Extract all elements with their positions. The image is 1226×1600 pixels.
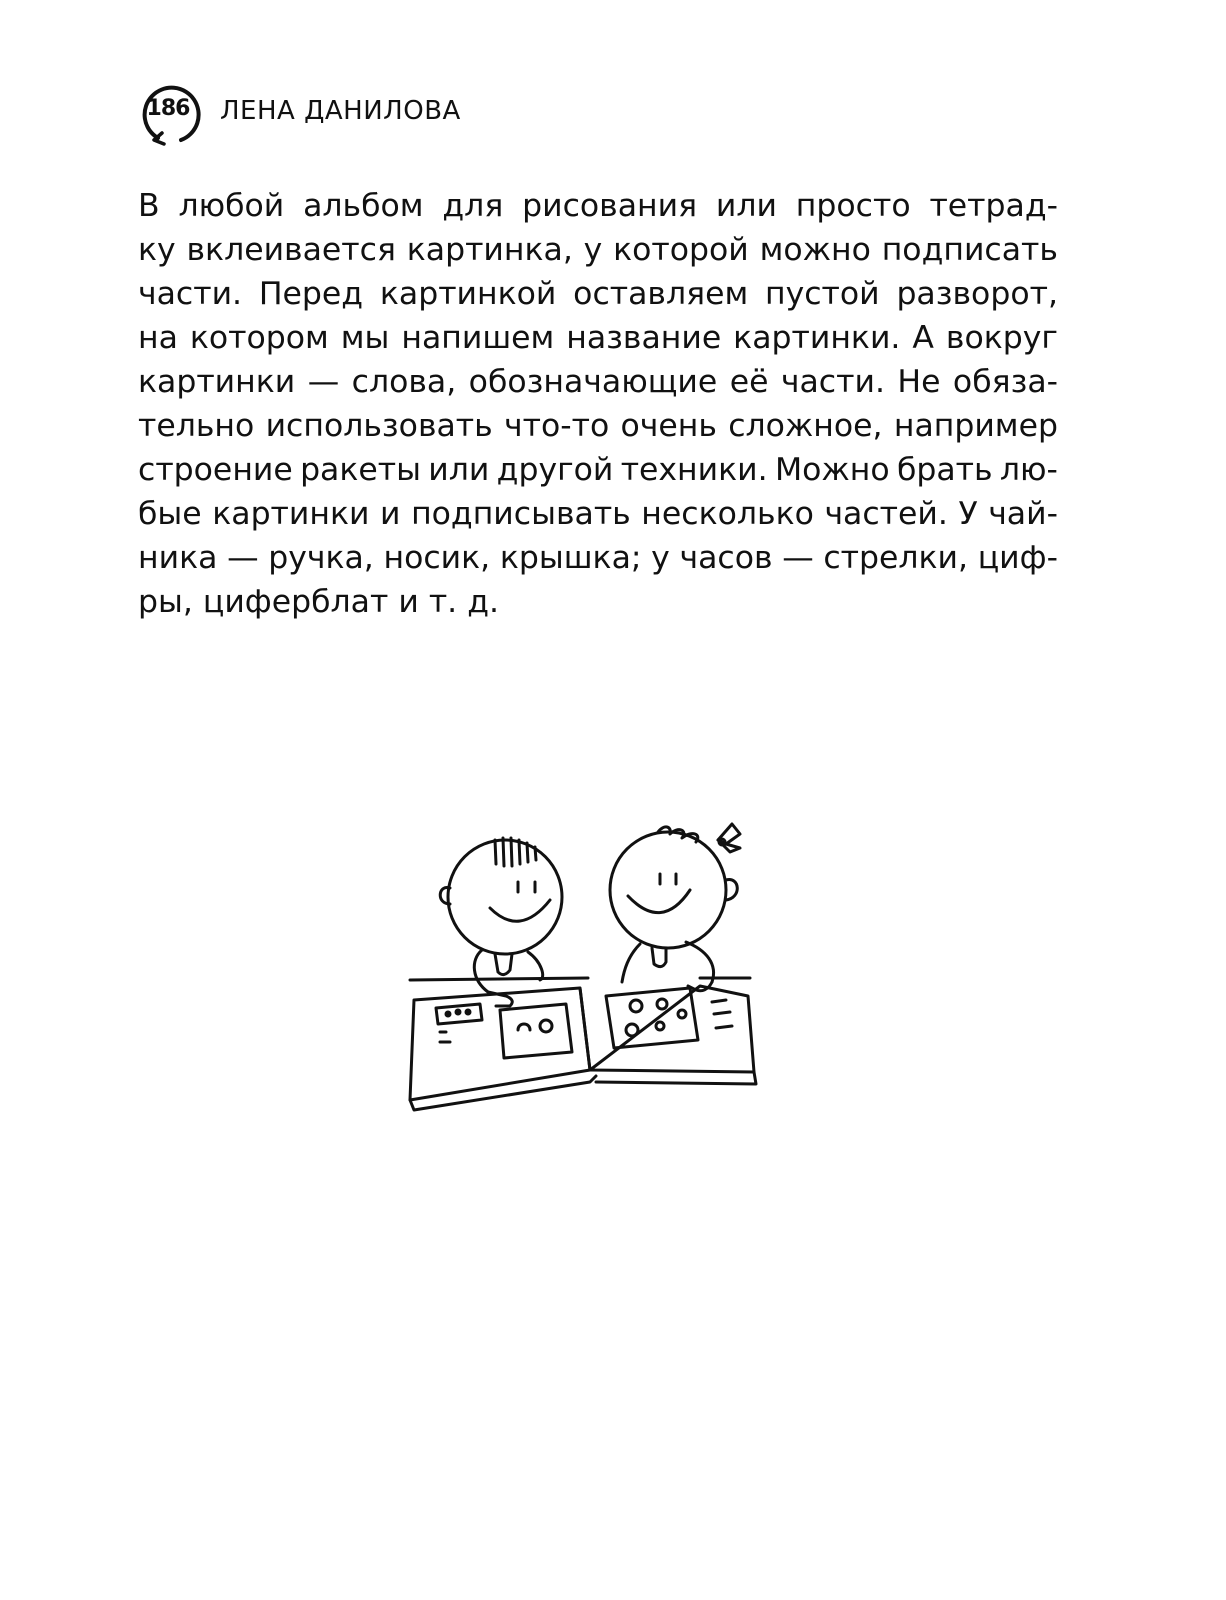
page-number-badge <box>136 84 206 150</box>
running-head-author: ЛЕНА ДАНИЛОВА <box>220 96 461 126</box>
body-paragraph <box>138 184 1058 624</box>
body-line: картинки — слова, обозначающие её части. Не обяза- <box>138 364 1058 400</box>
body-line: ника — ручка, носик, крышка; у часов — стрелки, циф- <box>138 540 1058 576</box>
body-line: бые картинки и подписывать несколько частей. У чай- <box>138 496 1058 532</box>
body-line: В любой альбом для рисования или просто тетрад- <box>138 188 1058 224</box>
body-line: ку вклеивается картинка, у которой можно подписать <box>138 232 1058 268</box>
children-reading-book-illustration <box>400 800 780 1120</box>
page-header <box>136 84 1086 154</box>
page-number: 186 <box>146 96 190 121</box>
illustration <box>400 800 780 1120</box>
body-line: строение ракеты или другой техники. Можно брать лю- <box>138 452 1058 488</box>
header-dotted-rule <box>498 140 1218 146</box>
body-line: части. Перед картинкой оставляем пустой разворот, <box>138 276 1058 312</box>
body-line: тельно использовать что-то очень сложное, например <box>138 408 1058 444</box>
body-line: ры, циферблат и т. д. <box>138 584 499 620</box>
body-line: на котором мы напишем название картинки. А вокруг <box>138 320 1058 356</box>
